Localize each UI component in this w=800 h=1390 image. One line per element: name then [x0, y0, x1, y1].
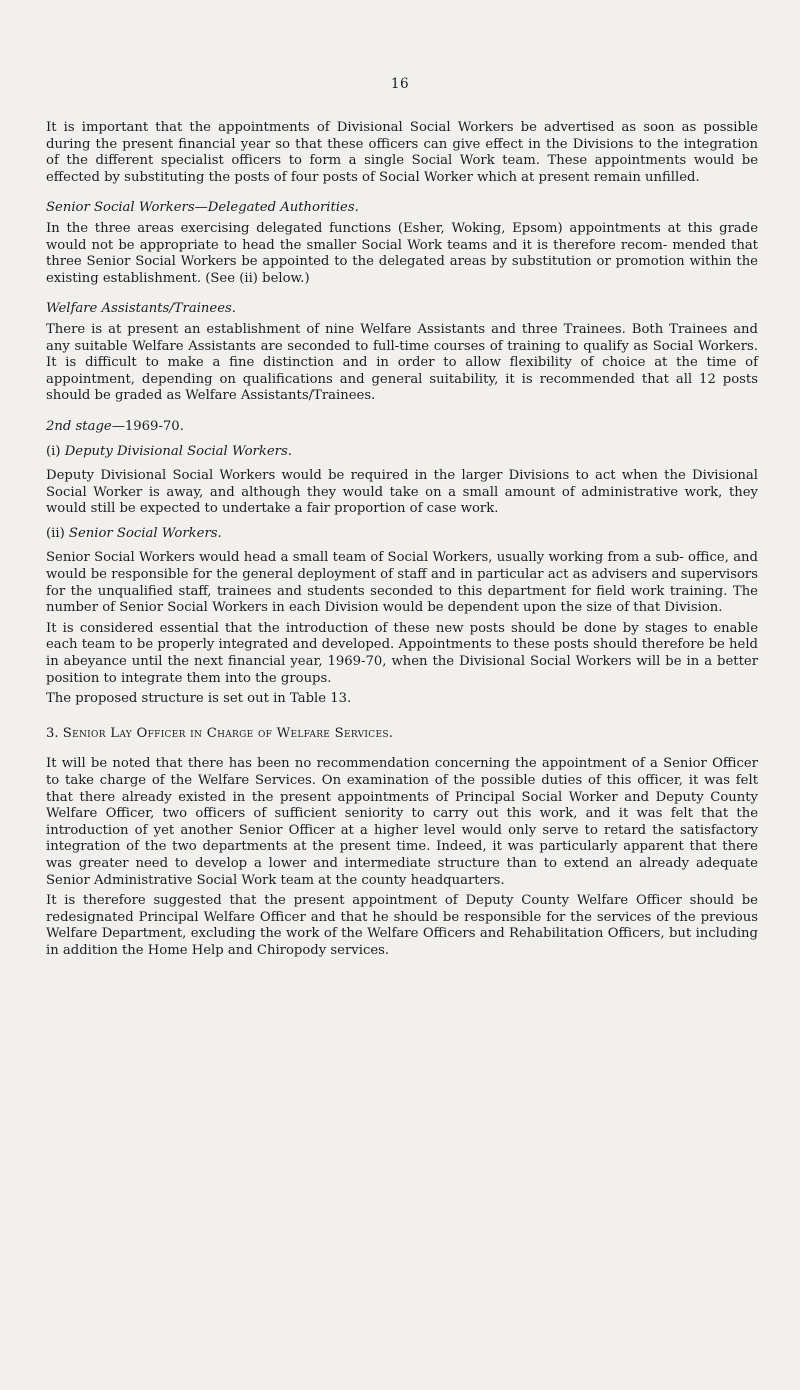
heading-senior-social-workers	[46, 526, 758, 543]
heading-deputy-divisional-number: (i)	[46, 443, 65, 459]
paragraph-deputy-divisional: Deputy Divisional Social Workers would be required in the larger Divisions to act when the Divisional Social Worker is away, and although they would take on a small amount of administrative work, they would still be expected to undertake a fair proportion of case work.	[46, 468, 758, 517]
paragraph-principal-welfare-officer: It is therefore suggested that the present appointment of Deputy County Welfare Officer should be redesignated Principal Welfare Officer and that he should be responsible for the services of the previous Welfare Department, excluding the work of the Welfare Officers and Rehabilitation Officers, but including in addition the Home Help and Chiropody services.	[46, 893, 758, 958]
heading-deputy-divisional	[46, 444, 758, 461]
heading-second-stage-year: —1969-70.	[111, 418, 184, 434]
paragraph-senior-officer: It will be noted that there has been no recommendation concerning the appointment of a Senior Officer to take charge of the Welfare Services. On examination of the possible duties of this officer, it was felt that there already existed in the present appointments of Principal Social Worker and Deputy County Welfare Officer, two officers of sufficient seniority to carry out this work, and it was felt that the introduction of yet another Senior Officer at a higher level would only serve to retard the satisfactory integration of the two departments at the present time. Indeed, it was particularly apparent that there was greater need to develop a lower and intermediate structure than to extend an already adequate Senior Administrative Social Work team at the county headquarters.	[46, 756, 758, 888]
heading-welfare-assistants-trainees: Welfare Assistants/Trainees.	[46, 301, 236, 317]
paragraph-senior-social-workers: Senior Social Workers would head a small team of Social Workers, usually working from a sub- office, and would be responsible for the general deployment of staff and in particular act as advisers and supervisors for the unqualified staff, trainees and students seconded to this department for field work training. The number of Senior Social Workers in each Division would be dependent upon the size of that Division.	[46, 550, 758, 616]
paragraph-table-reference: The proposed structure is set out in Table 13.	[46, 691, 352, 707]
heading-deputy-divisional-text: Deputy Divisional Social Workers.	[64, 443, 292, 459]
paragraph-divisional-social-workers: It is important that the appointments of Divisional Social Workers be advertised as soon as possible during the present financial year so that these officers can give effect in the Divisions to the integration of the different specialist officers to form a single Social Work team. These appointments would be effected by substituting the posts of four posts of Social Worker which at present remain unfilled.	[46, 120, 758, 185]
heading-senior-lay-officer-text: Senior Lay Officer in Charge of Welfare Services.	[62, 725, 394, 741]
paragraph-introduction-by-stages: It is considered essential that the introduction of these new posts should be done by stages to enable each team to be properly integrated and developed. Appointments to these posts should therefore be held in abeyance until the next financial year, 1969-70, when the Divisional Social Workers will be in a better position to integrate them into the groups.	[46, 620, 758, 686]
heading-second-stage	[46, 419, 758, 436]
page-number: 16	[390, 76, 410, 92]
heading-senior-lay-officer-number: 3.	[46, 725, 63, 741]
heading-senior-social-workers-delegated: Senior Social Workers—Delegated Authorities.	[46, 200, 359, 216]
paragraph-delegated-areas: In the three areas exercising delegated functions (Esher, Woking, Epsom) appointments at this grade would not be appropriate to head the smaller Social Work teams and it is therefore recom- mended that three Senior Social Workers be appointed to the delegated areas by substitution or promotion within the existing establishment. (See (ii) below.)	[46, 220, 758, 286]
heading-second-stage-label: 2nd stage	[46, 418, 112, 434]
heading-senior-social-workers-text: Senior Social Workers.	[68, 525, 222, 541]
paragraph-welfare-assistants: There is at present an establishment of nine Welfare Assistants and three Trainees. Both Trainees and any suitable Welfare Assistants are seconded to full-time courses of training to qualify as Social Workers. It is difficult to make a fine distinction and in order to allow flexibility of choice at the time of appointment, depending on qualifications and general suitability, it is recommended that all 12 posts should be graded as Welfare Assistants/Trainees.	[46, 321, 758, 404]
heading-senior-lay-officer	[46, 726, 758, 743]
heading-senior-social-workers-number: (ii)	[46, 525, 69, 541]
document-body	[46, 120, 758, 960]
